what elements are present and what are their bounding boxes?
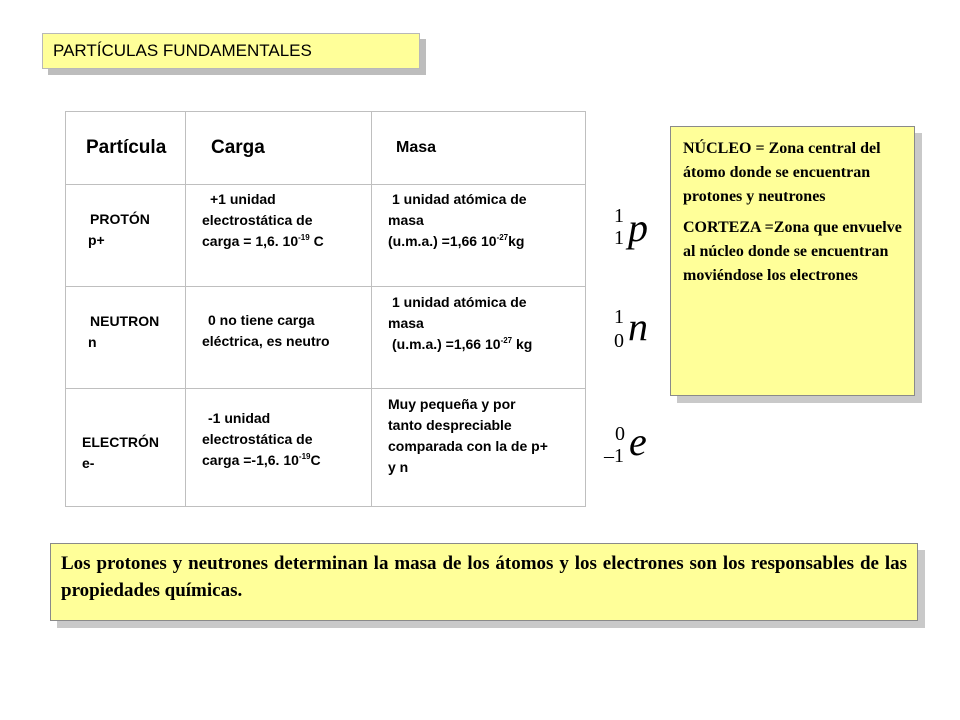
table-cell-charge: 0 no tiene carga eléctrica, es neutro (202, 312, 330, 349)
table-divider (66, 286, 585, 287)
table-cell-mass: 1 unidad atómica de masa (u.m.a.) =1,66 $10^{-27}kg$ (388, 191, 527, 249)
table-cell-mass: 1 unidad atómica de masa (u.m.a.) =1,66 $10^{-27}$ kg (388, 294, 533, 352)
conclusion-box (50, 543, 918, 621)
neutron-symbol: 1 0 n (614, 304, 648, 352)
title-banner (42, 33, 420, 69)
table-cell-particle: NEUTRON n (88, 313, 160, 350)
particles-table (65, 111, 586, 507)
header-carga: Carga (211, 137, 265, 158)
header-masa: Masa (396, 139, 437, 156)
corteza-definition: CORTEZA =Zona que envuelve al núcleo donde se encuentran moviéndose los electrones (683, 219, 902, 284)
table-divider (66, 388, 585, 389)
page-title: PARTÍCULAS FUNDAMENTALES (53, 41, 312, 60)
electron-symbol: 0 –1 e (604, 419, 647, 467)
table-divider (185, 112, 186, 506)
table-cell-mass: Muy pequeña y por tanto despreciable comparada con la de p+ y n (388, 396, 548, 475)
table-cell-particle: ELECTRÓN e- (82, 434, 159, 471)
table-divider (66, 184, 585, 185)
conclusion-text: Los protones y neutrones determinan la masa de los átomos y los electrones son los responsables de las propiedades químicas. (61, 553, 907, 601)
table-cell-charge: -1 unidad electrostática de carga =-1,6. $10^{-19}C$ (202, 410, 321, 468)
table-cell-charge: +1 unidad electrostática de carga = 1,6. $10^{-19}$ C (202, 191, 324, 249)
header-particula: Partícula (86, 137, 167, 158)
proton-symbol: 1 1 p (614, 205, 648, 250)
definitions-box (670, 126, 915, 396)
nucleo-definition: NÚCLEO = Zona central del átomo donde se encuentran protones y neutrones (683, 140, 881, 205)
table-cell-particle: PROTÓN p+ (88, 211, 150, 248)
